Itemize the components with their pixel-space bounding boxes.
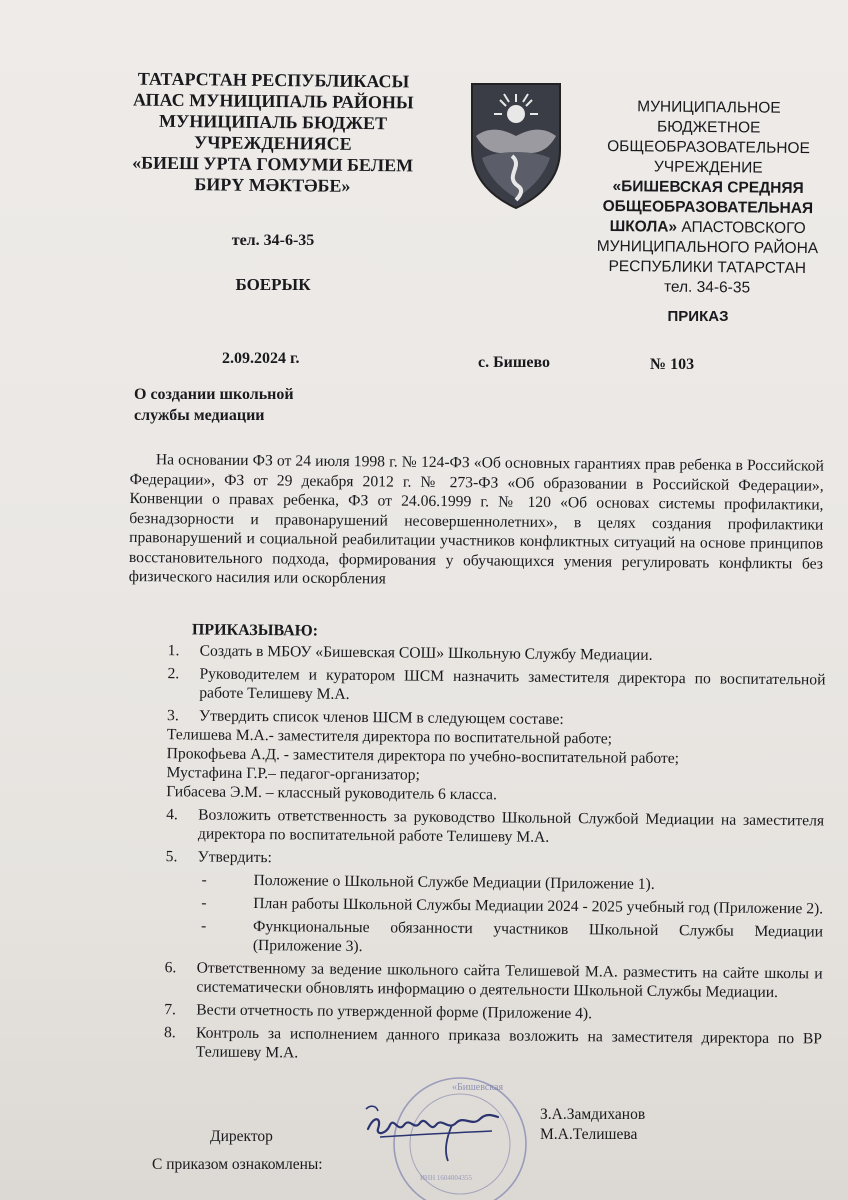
list-item-text: Утвердить:	[197, 848, 272, 867]
header-right-district: АПАСТОВСКОГО	[676, 218, 806, 238]
order-place: с. Бишево	[478, 354, 551, 371]
director-name: З.А.Замдиханов	[540, 1106, 646, 1123]
dash-bullet: -	[201, 894, 207, 912]
member-line: Гибасева Э.М. – классный руководитель 6 класса.	[166, 783, 497, 804]
header-right-bold-line: ОБЩЕОБРАЗОВАТЕЛЬНАЯ	[602, 197, 814, 218]
familiarized-name: М.А.Телишева	[540, 1126, 638, 1143]
list-item-text: Создать в МБОУ «Бишевская СОШ» Школьную Службу Медиации.	[199, 642, 653, 664]
list-item	[150, 641, 826, 666]
list-item-text: Утвердить список членов ШСМ в следующем составе:	[198, 707, 564, 728]
sub-item	[147, 916, 823, 960]
director-label: Директор	[210, 1128, 273, 1145]
member-line: Телишева М.А.- заместителя директора по воспитательной работе;	[166, 726, 613, 748]
preamble-block	[129, 450, 824, 593]
list-item-text: Вести отчетность по утвержденной форме (Приложение 4).	[196, 1001, 593, 1023]
header-right-russian	[577, 97, 839, 300]
subject-line: О создании школьной	[134, 386, 294, 403]
dash-bullet: -	[200, 917, 207, 935]
header-right-bold-line: «БИШЕВСКАЯ СРЕДНЯЯ	[612, 178, 804, 198]
list-item-number: 2.	[167, 665, 180, 683]
sub-item-text: План работы Школьной Службы Медиации 2024 - 2025 учебный год (Приложение 2).	[253, 895, 824, 918]
subject-line: службы медиации	[134, 407, 265, 424]
header-right-line: ОБЩЕОБРАЗОВАТЕЛЬНОЕ	[607, 137, 810, 158]
header-left-line: МУНИЦИПАЛЬ БЮДЖЕТ	[159, 110, 388, 134]
coat-of-arms-emblem-icon	[468, 80, 564, 212]
header-right-phone: тел. 34-6-35	[663, 278, 751, 297]
header-left-line: «БИЕШ УРТА ГОМУМИ БЕЛЕМ	[132, 152, 414, 176]
list-item-number: 6.	[164, 959, 177, 977]
list-item-text: Возложить ответственность за руководство Школьной Службой Медиации на заместителя директора по воспитательной работе Телишеву М.А.	[197, 806, 825, 846]
header-left-doc-type: БОЕРЫК	[235, 275, 311, 294]
sub-item-text: Функциональные обязанности участников Школьной Службы Медиации (Приложение 3).	[252, 918, 824, 956]
list-item-number: 5.	[165, 848, 178, 866]
list-item	[146, 958, 822, 1002]
preamble-text: На основании ФЗ от 24 июля 1998 г. № 124-ФЗ «Об основных гарантиях прав ребенка в Российской Федерации», ФЗ от 29 декабря 2012 г. № 273-ФЗ «Об образовании в Российской Федерации», Конвенции о правах ребенка, ФЗ от 24.06.1999 г. № 120 «Об основах системы профилактики, безнадзорности и правонарушений несовершеннолетних», в целях создания профилактики правонарушений и социальной реабилитации участников конфликтных ситуаций на основе принципов восстановительного подхода, формирования у обучающихся умения регулировать конфликты без физического насилия или оскорбления	[128, 451, 824, 588]
header-left-phone: тел. 34-6-35	[231, 232, 315, 249]
sub-item	[147, 870, 823, 895]
header-right-bold-line: ШКОЛА»	[609, 217, 678, 236]
stamp-text-top: «Бишевская	[452, 1082, 504, 1093]
list-item	[149, 664, 825, 708]
header-left-line: УЧРЕЖДЕНИЯСЕ	[193, 132, 352, 154]
orders-block	[146, 620, 826, 1071]
member-line: Мустафина Г.Р.– педагог-организатор;	[166, 764, 420, 784]
order-number: № 103	[650, 356, 695, 373]
header-left-line: БИРҮ МӘКТӘБЕ»	[194, 174, 351, 196]
list-item	[146, 1000, 822, 1025]
list-item-number: 3.	[167, 707, 179, 725]
list-item-text: Ответственному за ведение школьного сайта Телишевой М.А. разместить на сайте школы и систематически обновлять информацию о деятельности Школьной Службы Медиации.	[196, 959, 823, 1002]
list-item-number: 7.	[164, 1001, 177, 1019]
header-right-line: УЧРЕЖДЕНИЕ	[653, 158, 763, 177]
header-right-line: МУНИЦИПАЛЬНОГО РАЙОНА	[596, 237, 819, 258]
list-item	[148, 805, 824, 849]
header-left-line: ТАТАРСТАН РЕСПУБЛИКАСЫ	[137, 68, 410, 92]
list-item-number: 1.	[167, 642, 180, 660]
order-date: 2.09.2024 г.	[222, 350, 300, 367]
familiarized-label: С приказом ознакомлены:	[152, 1156, 323, 1173]
header-left-line: АПАС МУНИЦИПАЛЬ РАЙОНЫ	[132, 89, 414, 113]
header-right-line: РЕСПУБЛИКИ ТАТАРСТАН	[608, 257, 807, 278]
list-item	[148, 847, 824, 872]
list-item-number: 8.	[163, 1024, 176, 1042]
member-line: Прокофьева А.Д. - заместителя директора по учебно-воспитательной работе;	[166, 745, 680, 768]
header-right-line: МУНИЦИПАЛЬНОЕ	[637, 98, 781, 117]
stamp-text-inn: ИНН 1604004355	[420, 1174, 472, 1182]
header-right-doc-type: ПРИКАЗ	[667, 308, 729, 325]
list-item-text: Контроль за исполнением данного приказа возложить на заместителя директора по ВР Телишеву М.А.	[195, 1024, 823, 1062]
order-heading: ПРИКАЗЫВАЮ:	[191, 621, 319, 640]
sub-item	[147, 893, 823, 918]
director-signature	[360, 1095, 530, 1165]
list-item-number: 4.	[166, 806, 178, 824]
header-left-tatar	[117, 68, 428, 197]
list-item-text: Руководителем и куратором ШСМ назначить заместителя директора по воспитательной работе Телишеву М.А.	[199, 665, 826, 703]
dash-bullet: -	[201, 871, 207, 889]
order-subject	[134, 384, 294, 426]
header-right-line: БЮДЖЕТНОЕ	[656, 118, 761, 137]
sub-item-text: Положение о Школьной Службе Медиации (Приложение 1).	[253, 872, 655, 893]
